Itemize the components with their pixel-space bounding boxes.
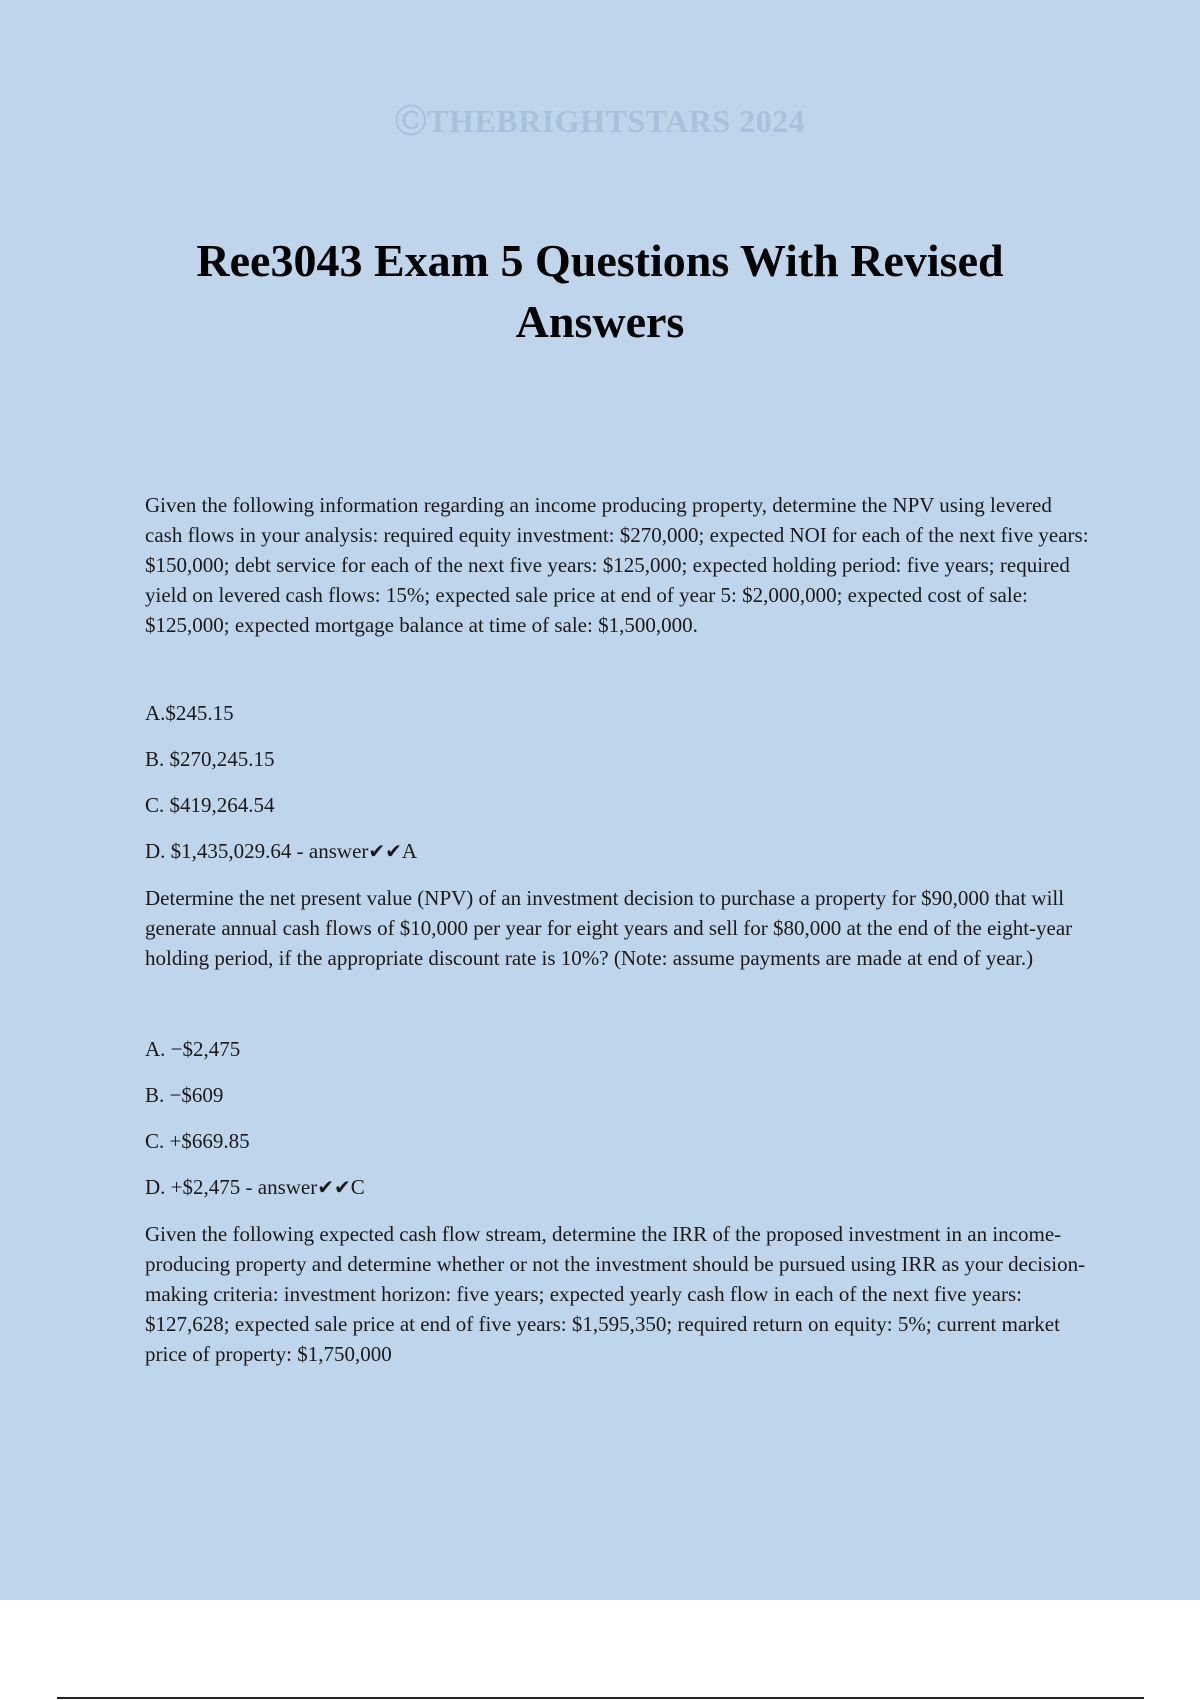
question-2-options	[145, 1034, 1090, 1202]
option-c: C. $419,264.54	[145, 793, 275, 817]
question-3	[145, 1219, 1090, 1369]
question-1-options	[145, 698, 1090, 866]
document-body	[145, 490, 1090, 1369]
watermark: ⒸTHEBRIGHTSTARS 2024	[394, 103, 806, 139]
option-b: B. −$609	[145, 1083, 224, 1107]
question-1	[145, 490, 1090, 866]
option-c: C. +$669.85	[145, 1129, 250, 1153]
question-3-text: Given the following expected cash flow stream, determine the IRR of the proposed investment in an income-producing property and determine whether or not the investment should be pursued using IRR as your decision-making criteria: investment horizon: five years; expected yearly cash flow in each of the next five years: $127,628; expected sale price at end of five years: $1,595,350; required return on equity: 5%; current market price of property: $1,750,000	[145, 1222, 1086, 1366]
option-d-text: D. $1,435,029.64 - answer	[145, 839, 369, 863]
option-d-with-answer	[145, 1172, 1090, 1202]
question-2-text: Determine the net present value (NPV) of an investment decision to purchase a property for $90,000 that will generate annual cash flows of $10,000 per year for eight years and sell for $80,000 at the end of the eight-year holding period, if the appropriate discount rate is 10%? (Note: assume payments are made at end of year.)	[145, 886, 1073, 970]
check-mark-icon: ✔✔	[368, 839, 402, 863]
option-a: A. −$2,475	[145, 1037, 241, 1061]
answer-letter: C	[350, 1175, 365, 1199]
check-mark-icon: ✔✔	[317, 1175, 351, 1199]
option-d-text: D. +$2,475 - answer	[145, 1175, 318, 1199]
option-a: A.$245.15	[145, 701, 234, 725]
answer-letter: A	[401, 839, 418, 863]
question-1-text: Given the following information regarding an income producing property, determine the NPV using levered cash flows in your analysis: required equity investment: $270,000; expected NOI for each of the next five years: $150,000; debt service for each of the next five years: $125,000; expected holding period: five years; required yield on levered cash flows: 15%; expected sale price at end of year 5: $2,000,000; expected cost of sale: $125,000; expected mortgage balance at time of sale: $1,500,000.	[145, 493, 1089, 637]
option-b: B. $270,245.15	[145, 747, 275, 771]
question-2	[145, 883, 1090, 1202]
footer-divider	[57, 1697, 1144, 1699]
document-title: Ree3043 Exam 5 Questions With Revised Answers	[196, 235, 1004, 347]
option-d-with-answer	[145, 836, 1090, 866]
